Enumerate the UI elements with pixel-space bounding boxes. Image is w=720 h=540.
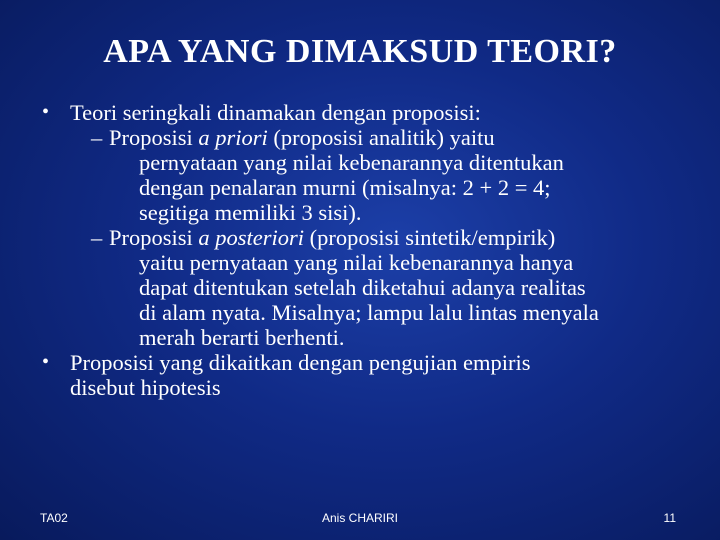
bullet-item-1 (34, 100, 694, 125)
bullet-text: Teori seringkali dinamakan dengan proposisi: (70, 100, 481, 125)
subitem-italic-term: a priori (198, 125, 268, 150)
subitem-line: yaitu pernyataan yang nilai kebenarannya hanya (139, 250, 574, 275)
subitem-italic-term: a posteriori (198, 225, 305, 250)
subitem-prefix: Proposisi (109, 125, 199, 150)
bullet-text: Proposisi yang dikaitkan dengan pengujian empiris (70, 350, 531, 375)
subitem-a-priori (34, 125, 694, 225)
subitem-first-line (109, 225, 684, 250)
bullet-item-2 (34, 350, 694, 400)
subitem-line: dapat ditentukan setelah diketahui adanya realitas (139, 275, 586, 300)
subitem-rest: (proposisi sintetik/empirik) (304, 225, 556, 250)
footer-slide-number: 11 (663, 511, 676, 525)
subitem-line: segitiga memiliki 3 sisi). (139, 200, 362, 225)
subitem-line: merah berarti berhenti. (139, 325, 345, 350)
subitem-line: pernyataan yang nilai kebenarannya ditentukan (139, 150, 564, 175)
footer-course-code: TA02 (40, 511, 68, 525)
subitem-prefix: Proposisi (109, 225, 199, 250)
subitem-first-line (109, 125, 684, 150)
bullet-icon: • (42, 101, 50, 123)
bullet-icon: • (42, 351, 50, 373)
subitem-rest: (proposisi analitik) yaitu (267, 125, 495, 150)
slide-content (34, 100, 694, 400)
dash-icon: – (91, 125, 103, 150)
dash-icon: – (91, 225, 103, 250)
bullet-text-continued: disebut hipotesis (70, 375, 221, 400)
subitem-line: di alam nyata. Misalnya; lampu lalu lintas menyala (139, 300, 599, 325)
footer-author: Anis CHARIRI (321, 511, 398, 525)
subitem-line: dengan penalaran murni (misalnya: 2 + 2 = 4; (139, 175, 551, 200)
slide-title: APA YANG DIMAKSUD TEORI? (103, 33, 617, 70)
subitem-a-posteriori (34, 225, 694, 350)
